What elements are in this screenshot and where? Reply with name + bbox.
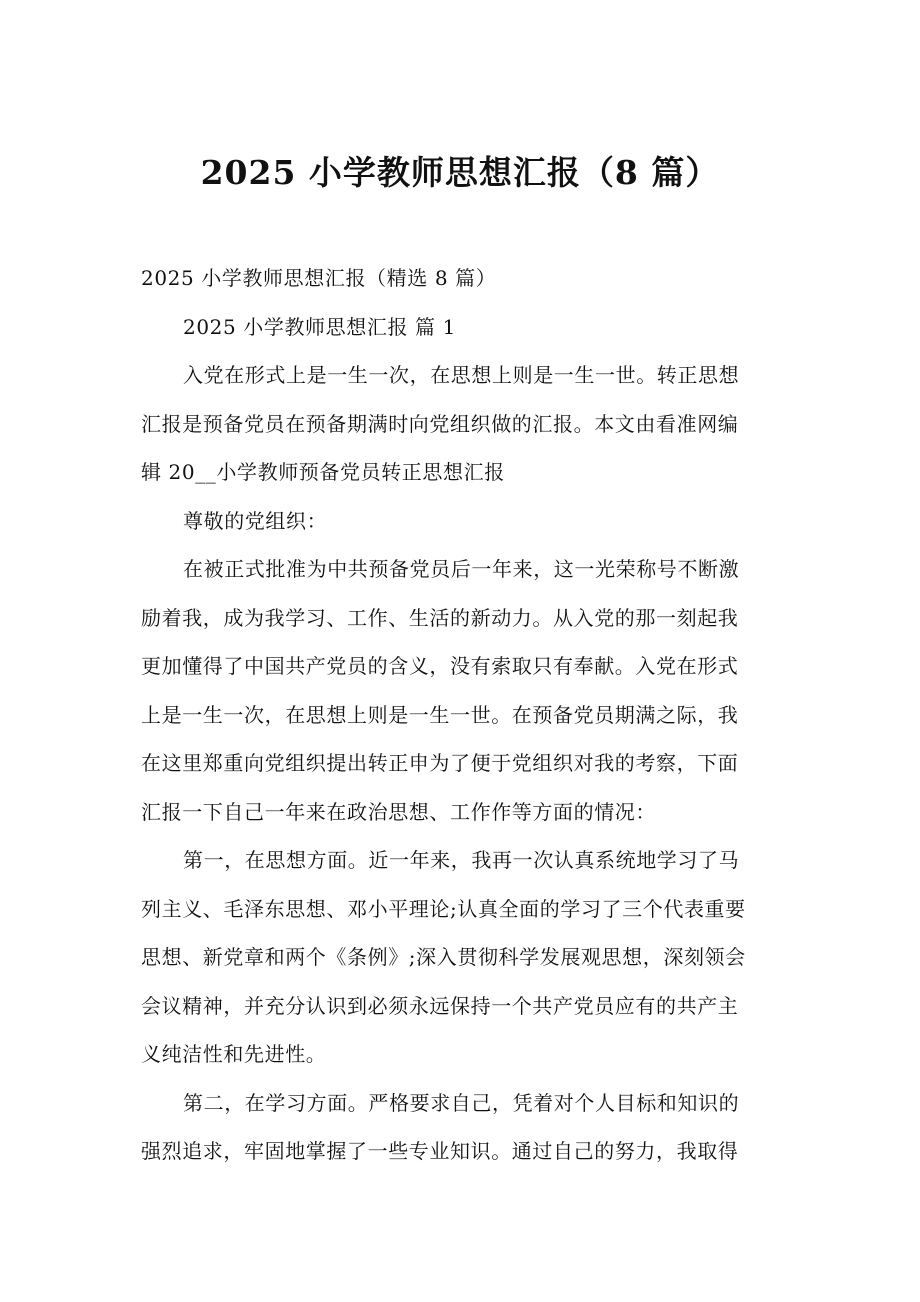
paragraph-salutation: [141, 497, 781, 546]
text-line: 第一，在思想方面。近一年来，我再一次认真系统地学习了马: [183, 848, 740, 872]
text-line: 会议精神，并充分认识到必须永远保持一个共产党员应有的共产主: [141, 993, 739, 1018]
text-line: 尊敬的党组织：: [183, 508, 328, 533]
text-line: 列主义、毛泽东思想、邓小平理论;认真全面的学习了三个代表重要: [141, 896, 746, 921]
section-heading: 2025 小学教师思想汇报 篇 1: [183, 314, 456, 339]
text-line: 汇报一下自己一年来在政治思想、工作作等方面的情况：: [141, 799, 656, 824]
text-line: 辑 20__小学教师预备党员转正思想汇报: [141, 460, 505, 484]
text-line: 汇报是预备党员在预备期满时向党组织做的汇报。本文由看准网编: [141, 411, 739, 436]
paragraph-intro: [141, 351, 781, 497]
text-line: 在被正式批准为中共预备党员后一年来，这一光荣称号不断激: [183, 557, 740, 581]
text-line: 思想、新党章和两个《条例》;深入贯彻科学发展观思想，深刻领会: [141, 945, 746, 969]
text-line: 上是一生一次，在思想上则是一生一世。在预备党员期满之际，我: [141, 702, 739, 727]
text-line: 第二，在学习方面。严格要求自己，凭着对个人目标和知识的: [183, 1090, 740, 1115]
text-line: 在这里郑重向党组织提出转正申为了便于党组织对我的考察，下面: [141, 751, 739, 775]
text-line: 入党在形式上是一生一次，在思想上则是一生一世。转正思想: [183, 363, 740, 387]
text-line: 义纯洁性和先进性。: [141, 1042, 327, 1066]
text-line: 强烈追求，牢固地掌握了一些专业知识。通过自己的努力，我取得: [141, 1139, 739, 1163]
paragraph-study: [141, 1079, 781, 1176]
text-line: 更加懂得了中国共产党员的含义，没有索取只有奉献。入党在形式: [141, 654, 739, 678]
text-line: 励着我，成为我学习、工作、生活的新动力。从入党的那一刻起我: [141, 605, 739, 630]
subtitle-line: 2025 小学教师思想汇报（精选 8 篇）: [141, 266, 497, 290]
document-body: [141, 254, 781, 1176]
paragraph-overview: [141, 545, 781, 836]
paragraph-thought: [141, 836, 781, 1079]
document-title: 2025 小学教师思想汇报（8 篇）: [200, 153, 720, 192]
